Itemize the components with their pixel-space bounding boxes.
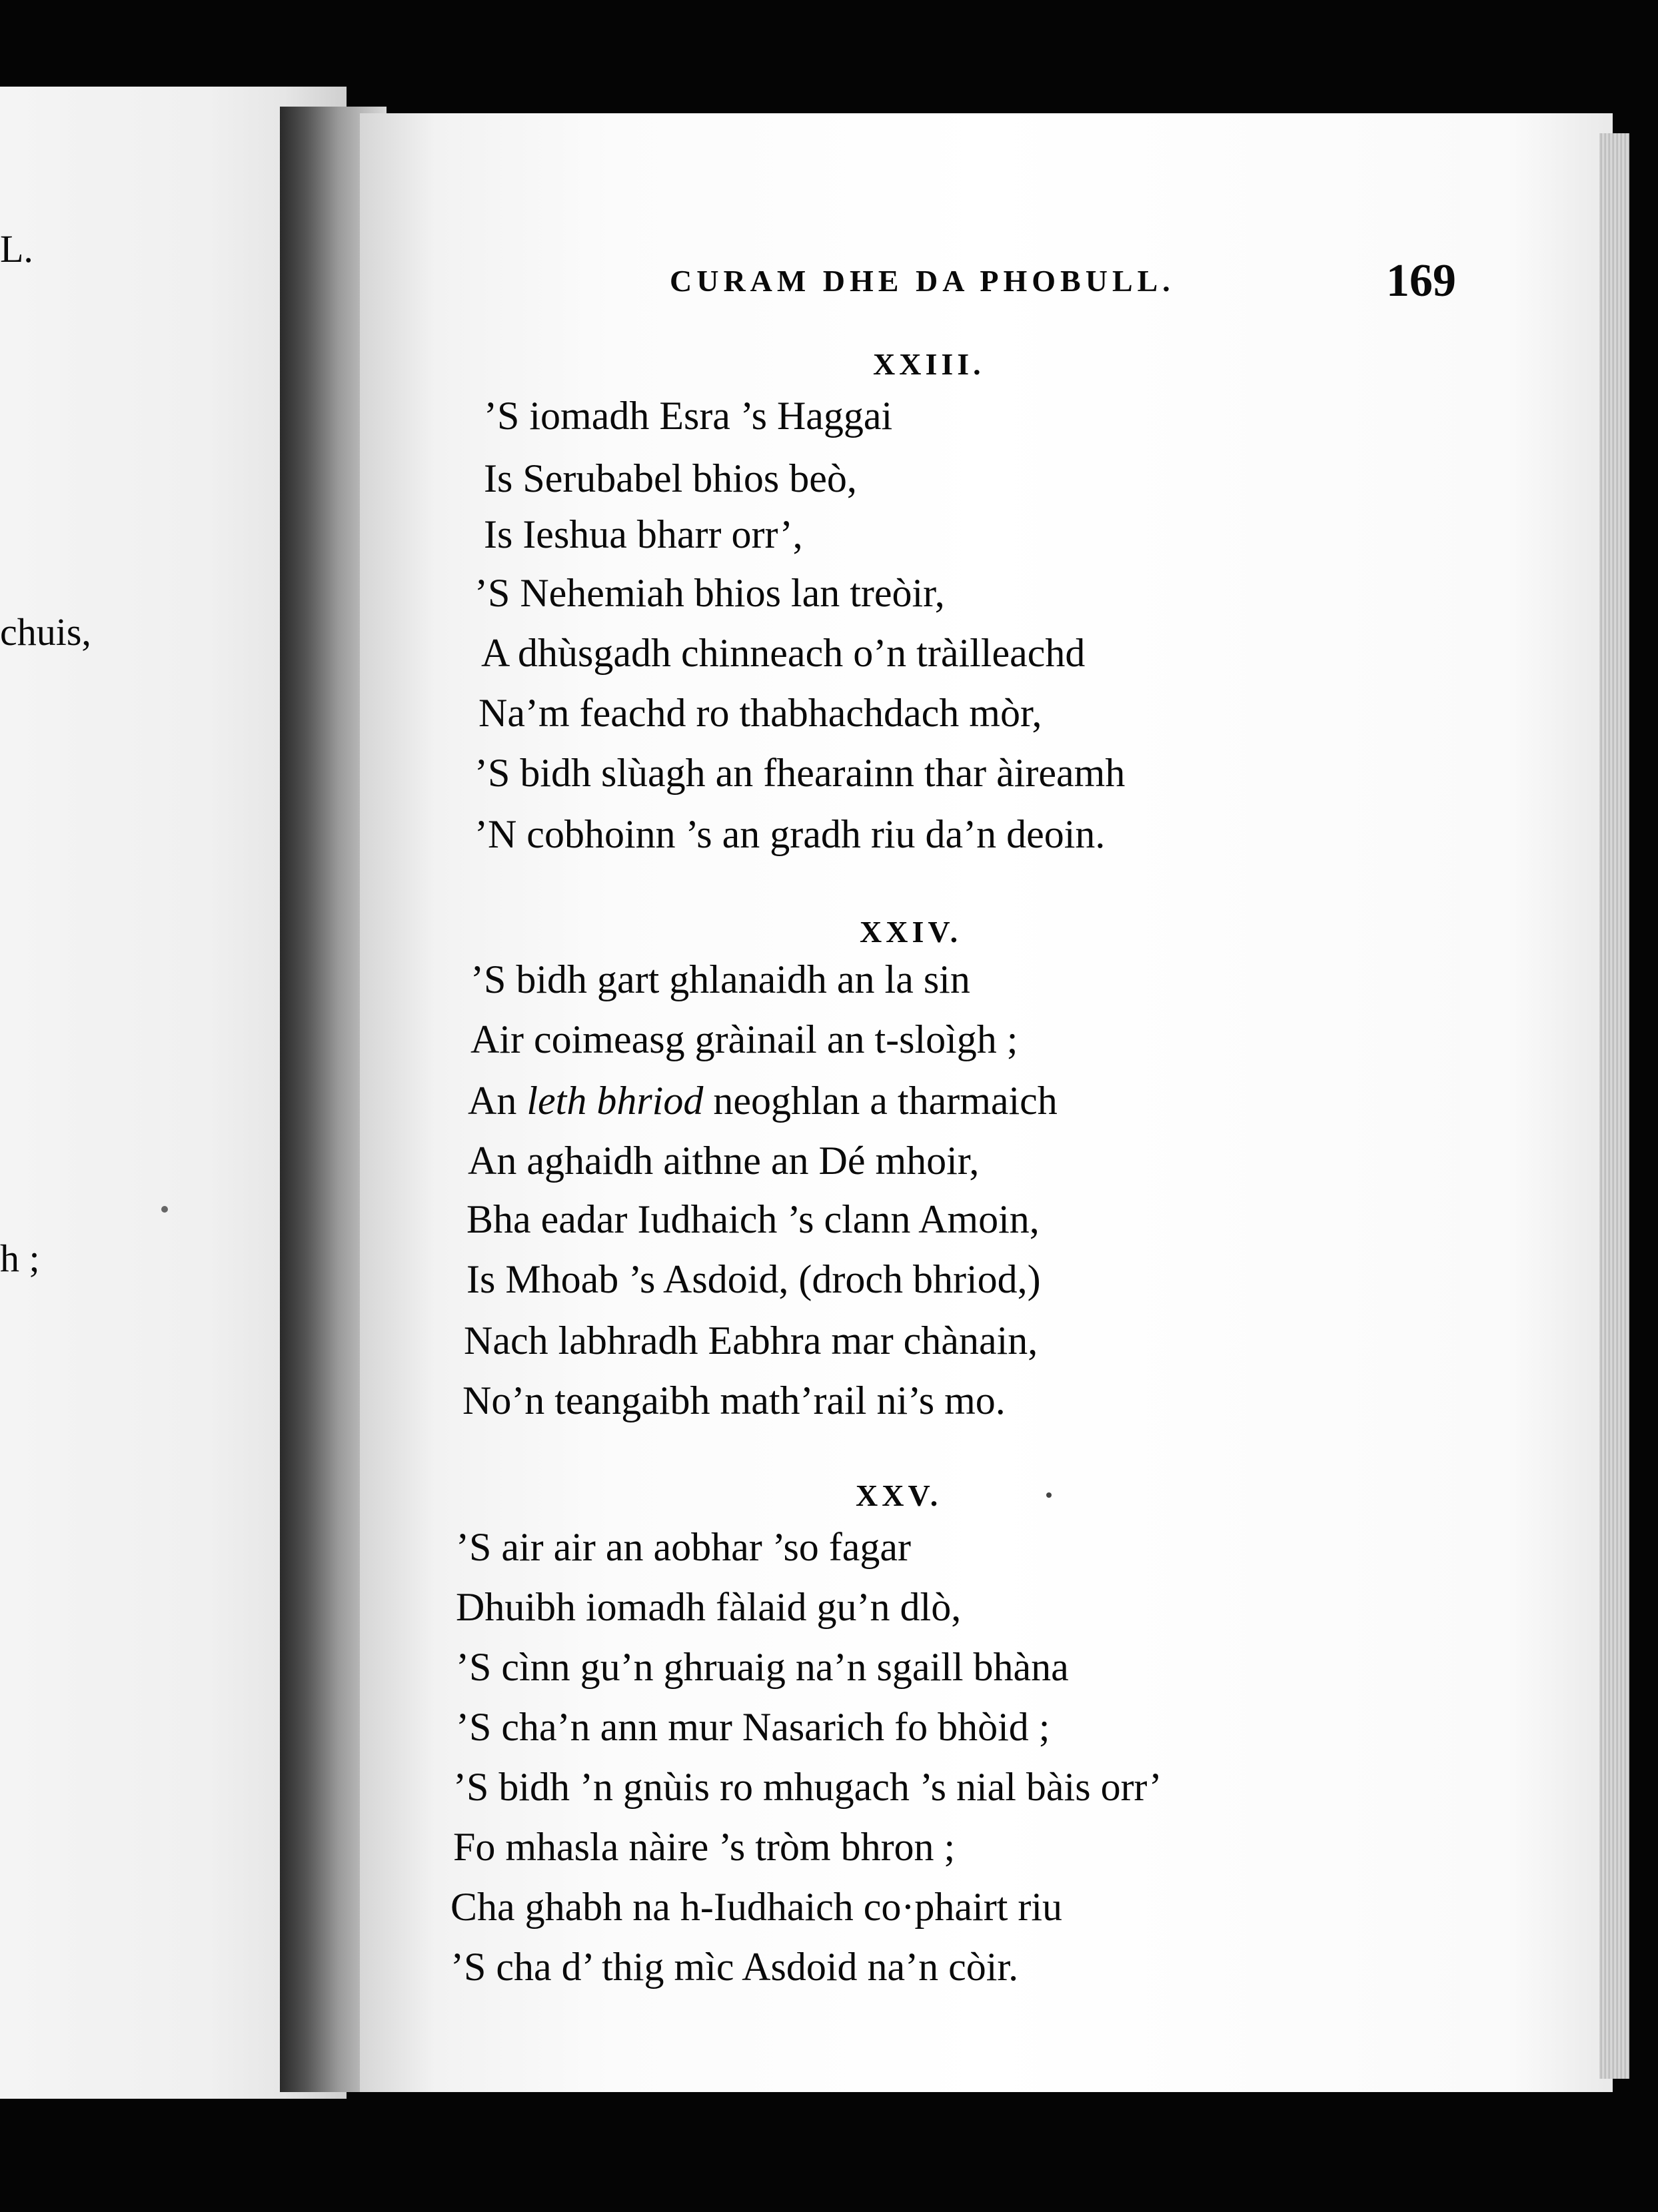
verse-line: Nach labhradh Eabhra mar chànain,	[464, 1319, 1038, 1363]
verse-line: Na’m feachd ro thabhachdach mòr,	[478, 691, 1042, 735]
stanza-number: XXIII.	[873, 347, 985, 381]
verse-line: A dhùsgadh chinneach o’n tràilleachd	[481, 631, 1086, 675]
left-page-fragment: chuis,	[0, 610, 91, 654]
left-page-fragment: h ;	[0, 1237, 40, 1280]
verse-line: ’S bidh gart ghlanaidh an la sin	[470, 957, 970, 1001]
verse-line: An aghaidh aithne an Dé mhoir,	[468, 1139, 980, 1183]
stanza-number: XXV.	[856, 1478, 942, 1512]
verse-text: neoghlan a tharmaich	[703, 1079, 1058, 1123]
page-number: 169	[1386, 255, 1456, 306]
verse-line: ’S Nehemiah bhios lan treòir,	[474, 571, 945, 615]
verse-line: No’n teangaibh math’rail ni’s mo.	[462, 1379, 1006, 1422]
verse-line: ’N cobhoinn ’s an gradh riu da’n deoin.	[474, 812, 1106, 856]
verse-line: Is Ieshua bharr orr’,	[484, 512, 803, 556]
italic-phrase: leth bhriod	[526, 1079, 704, 1123]
verse-line-with-italic	[468, 1081, 1058, 1121]
verse-line: ’S bidh slùagh an fhearainn thar àireamh	[474, 751, 1126, 795]
page-edges	[1599, 133, 1629, 2079]
verse-line: ’S iomadh Esra ’s Haggai	[484, 394, 893, 438]
verse-line: Cha ghabh na h-Iudhaich co·phairt riu	[450, 1885, 1063, 1929]
print-speck	[161, 1206, 168, 1213]
verse-line: ’S cha’n ann mur Nasarich fo bhòid ;	[456, 1705, 1050, 1749]
verse-line: Dhuibh iomadh fàlaid gu’n dlò,	[456, 1585, 962, 1629]
verse-text: An	[468, 1079, 527, 1123]
verse-line: Fo mhasla nàire ’s tròm bhron ;	[453, 1825, 956, 1869]
print-speck	[1046, 1492, 1052, 1498]
running-head: CURAM DHE DA PHOBULL.	[670, 264, 1175, 298]
verse-line: Is Mhoab ’s Asdoid, (droch bhriod,)	[466, 1257, 1041, 1301]
verse-line: Is Serubabel bhios beò,	[484, 456, 857, 500]
verse-line: ’S bidh ’n gnùis ro mhugach ’s nial bàis orr’	[453, 1765, 1162, 1809]
verse-line: Air coimeasg gràinail an t-sloìgh ;	[470, 1017, 1018, 1061]
stanza-number: XXIV.	[860, 915, 962, 949]
verse-line: ’S cìnn gu’n ghruaig na’n sgaill bhàna	[456, 1645, 1069, 1689]
verse-line: ’S air air an aobhar ’so fagar	[456, 1525, 912, 1569]
verse-line: Bha eadar Iudhaich ’s clann Amoin,	[466, 1197, 1040, 1241]
left-page-fragment: L.	[0, 227, 33, 271]
verse-line: ’S cha d’ thig mìc Asdoid na’n còir.	[450, 1945, 1019, 1989]
